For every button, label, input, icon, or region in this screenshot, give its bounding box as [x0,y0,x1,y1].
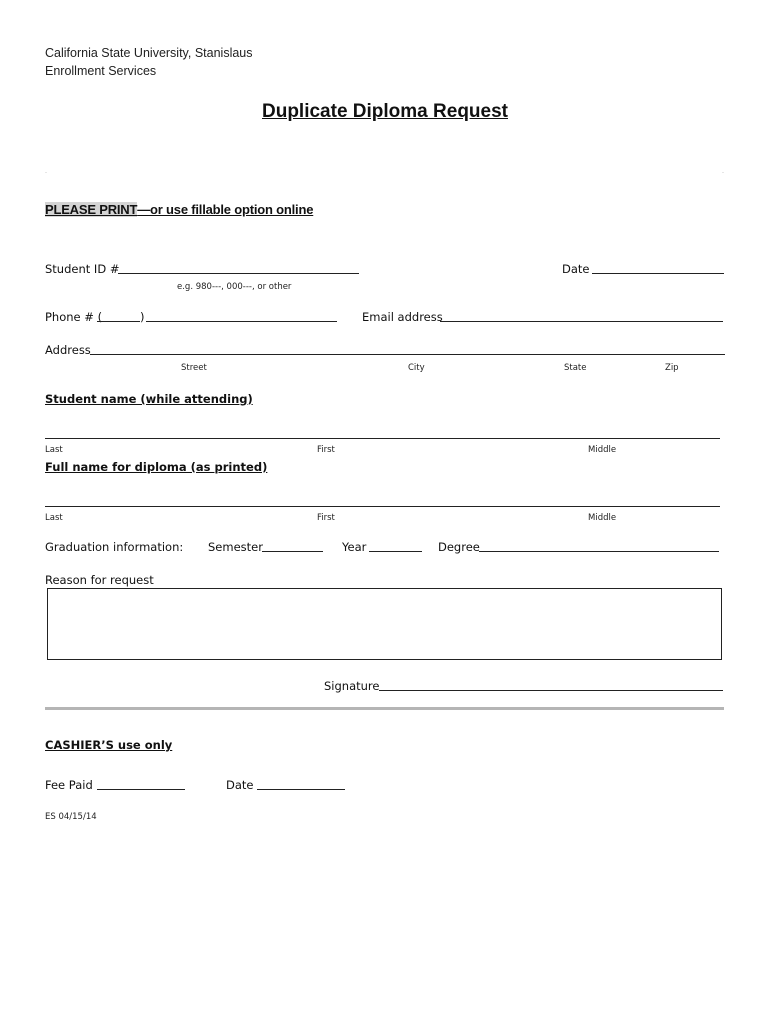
student-id-hint: e.g. 980---, 000---, or other [177,282,292,292]
reason-textarea[interactable] [47,588,722,660]
cashier-date-field[interactable] [257,789,345,790]
phone-paren-close: ) [140,310,145,324]
cashier-heading: CASHIER’S use only [45,738,173,752]
graduation-label: Graduation information: [45,540,184,554]
diploma-name-heading: Full name for diploma (as printed) [45,460,268,474]
university-name: California State University, Stanislaus [45,46,253,60]
print-instruction [45,202,313,217]
faint-mark-left [45,172,47,173]
address-label: Address [45,343,91,357]
address-state-label: State [564,363,587,373]
faint-mark-right [722,172,724,173]
print-instruction-rest: —or use fillable option online [137,202,314,217]
email-field[interactable] [440,321,723,322]
email-label: Email address [362,310,443,324]
fee-paid-field[interactable] [97,789,185,790]
signature-label: Signature [324,679,380,693]
degree-label: Degree [438,540,480,554]
year-field[interactable] [369,551,422,552]
diploma-name-middle-label: Middle [588,513,617,523]
semester-label: Semester [208,540,263,554]
date-field[interactable] [592,273,724,274]
student-id-label: Student ID # [45,262,120,276]
student-name-last-label: Last [45,445,63,455]
year-label: Year [342,540,367,554]
address-street-label: Street [181,363,207,373]
address-zip-label: Zip [665,363,679,373]
student-name-field[interactable] [45,438,720,439]
degree-field[interactable] [479,551,719,552]
fee-paid-label: Fee Paid [45,778,93,792]
semester-field[interactable] [262,551,323,552]
section-divider [45,707,724,710]
student-name-heading: Student name (while attending) [45,392,253,406]
phone-label: Phone # ( [45,310,103,324]
date-label: Date [562,262,590,276]
diploma-name-first-label: First [317,513,335,523]
address-field[interactable] [90,354,725,355]
form-title: Duplicate Diploma Request [262,101,508,122]
address-city-label: City [408,363,425,373]
department-name: Enrollment Services [45,64,157,78]
diploma-name-field[interactable] [45,506,720,507]
phone-number-field[interactable] [146,321,337,322]
form-code: ES 04/15/14 [45,812,97,822]
print-instruction-highlight: PLEASE PRINT [45,202,138,217]
reason-label: Reason for request [45,573,154,587]
phone-area-code-field[interactable] [97,321,140,322]
student-name-middle-label: Middle [588,445,617,455]
student-id-field[interactable] [118,273,359,274]
signature-field[interactable] [379,690,723,691]
student-name-first-label: First [317,445,335,455]
cashier-date-label: Date [226,778,254,792]
diploma-name-last-label: Last [45,513,63,523]
